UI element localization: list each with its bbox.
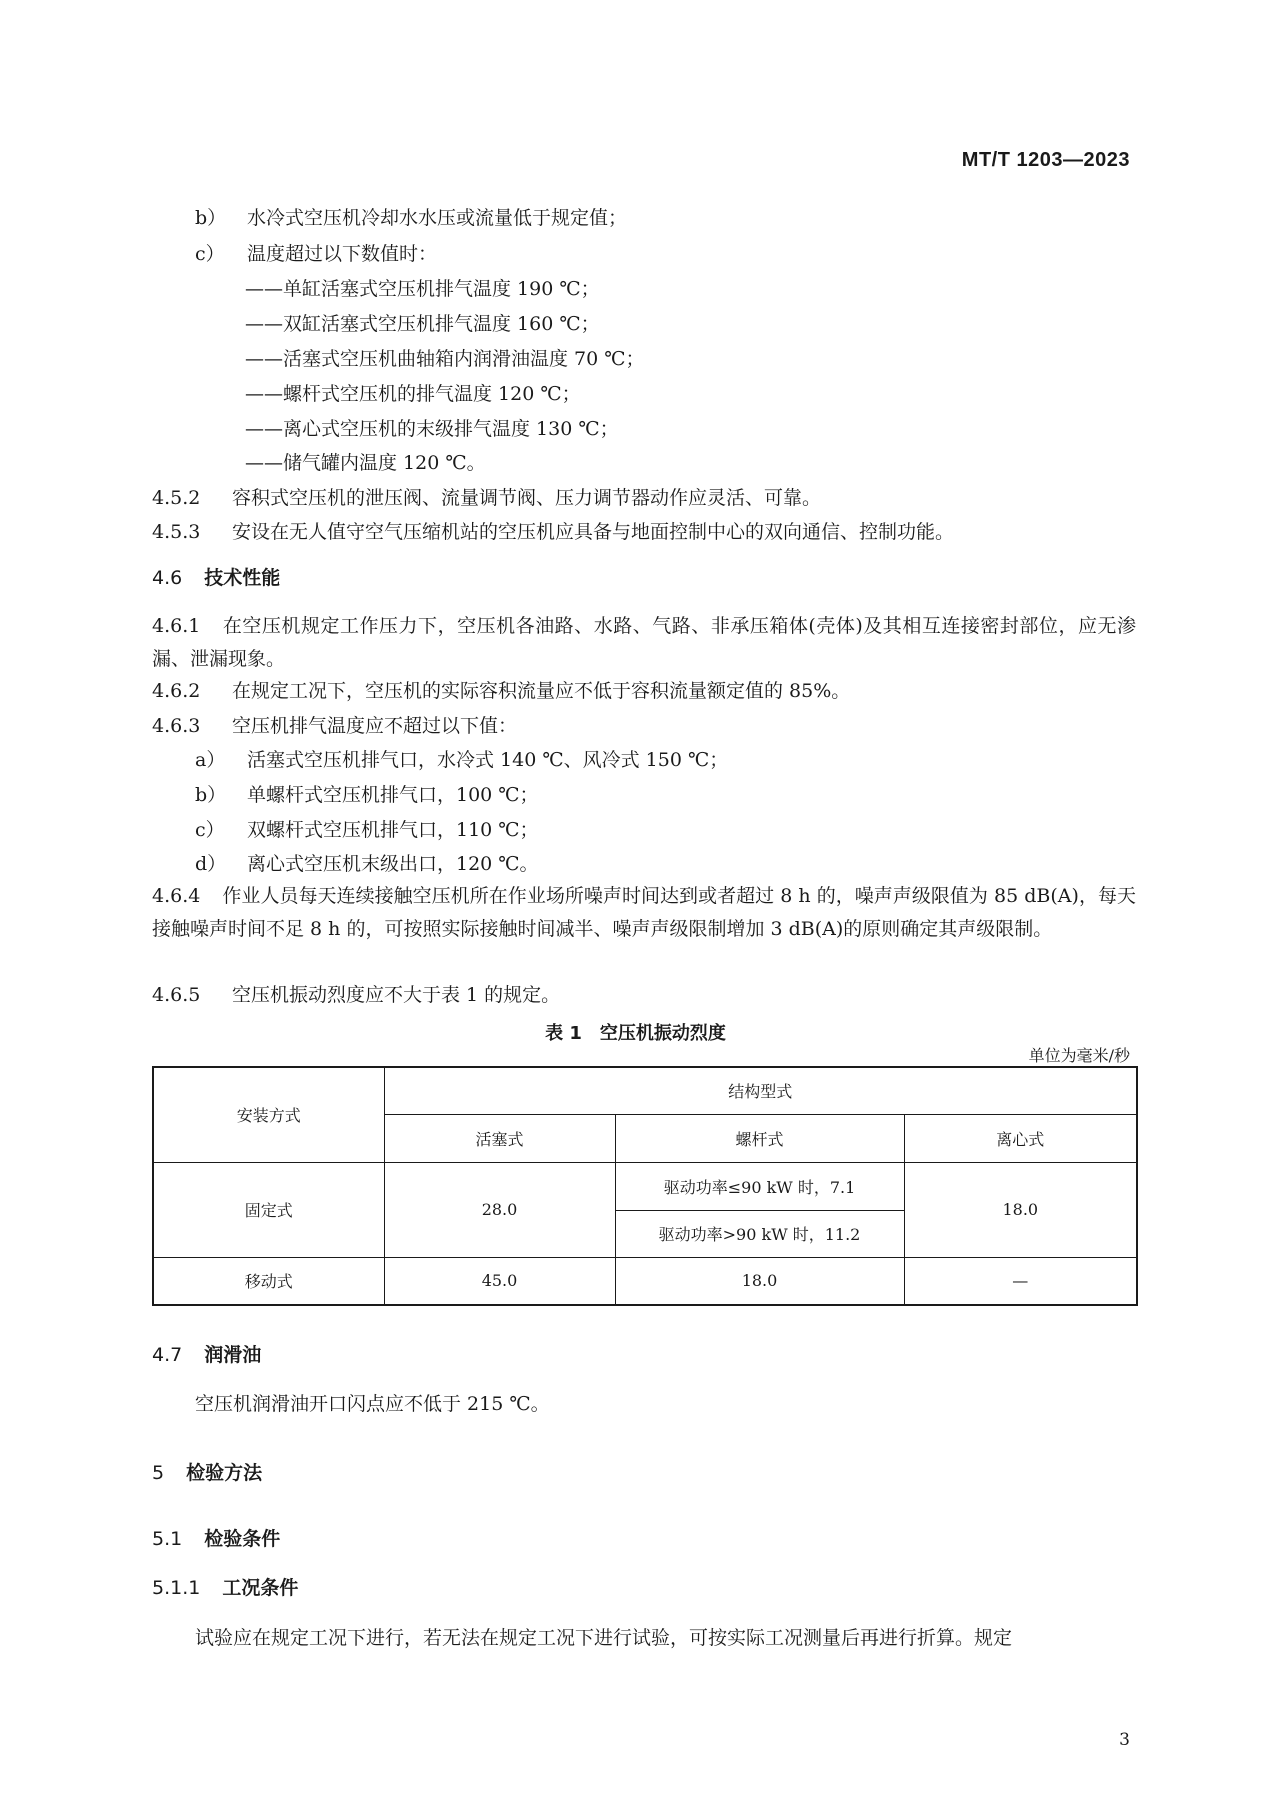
section-title: 润滑油	[204, 1344, 262, 1366]
section-title: 工况条件	[222, 1577, 299, 1599]
list-text: 双螺杆式空压机排气口，110 ℃；	[247, 819, 539, 841]
section-heading-5-1	[152, 1526, 280, 1552]
list-text: 单螺杆式空压机排气口，100 ℃；	[247, 784, 539, 806]
clause-text: 空压机排气温度应不超过以下值：	[232, 715, 518, 737]
header-centrifugal: 离心式	[904, 1114, 1137, 1162]
list-text: 离心式空压机末级出口，120 ℃。	[247, 853, 539, 875]
list-label: b）	[195, 207, 227, 229]
cell-mobile-centrifugal: —	[904, 1257, 1137, 1305]
cell-fixed-screw-high: 驱动功率>90 kW 时，11.2	[615, 1210, 904, 1257]
clause-text: 空压机振动烈度应不大于表 1 的规定。	[232, 984, 561, 1006]
clause-4-6-3	[152, 713, 517, 739]
clause-4-6-1	[152, 610, 1136, 676]
clause-number: 4.6.4	[152, 885, 201, 907]
page-number: 3	[1119, 1730, 1130, 1750]
standard-code: MT/T 1203—2023	[961, 149, 1130, 171]
cell-mobile-label: 移动式	[153, 1257, 384, 1305]
clause-text: 在规定工况下，空压机的实际容积流量应不低于容积流量额定值的 85%。	[232, 680, 851, 702]
header-screw: 螺杆式	[615, 1114, 904, 1162]
clause-text: 作业人员每天连续接触空压机所在作业场所噪声时间达到或者超过 8 h 的，噪声声级限值为 85 dB(A)，每天接触噪声时间不足 8 h 的，可按照实际接触时间减半、噪声声级限制增加 3 dB(A)的原则确定其声级限制。	[152, 885, 1136, 940]
clause-4-6-5	[152, 982, 560, 1008]
clause-text: 安设在无人值守空气压缩机站的空压机应具备与地面控制中心的双向通信、控制功能。	[232, 521, 955, 543]
list-item	[195, 817, 539, 843]
list-label: d）	[195, 853, 227, 875]
clause-number: 4.6.1	[152, 615, 201, 637]
clause-number: 4.6.5	[152, 984, 201, 1006]
clause-4-6-4	[152, 880, 1136, 946]
clause-4-6-2	[152, 678, 850, 704]
cell-fixed-screw-low: 驱动功率≤90 kW 时，7.1	[615, 1162, 904, 1210]
list-label: b）	[195, 784, 227, 806]
clause-5-1-1-text: 试验应在规定工况下进行，若无法在规定工况下进行试验，可按实际工况测量后再进行折算。规定	[195, 1627, 1013, 1649]
dash-item: ——单缸活塞式空压机排气温度 190 ℃；	[245, 278, 600, 300]
section-heading-5-1-1	[152, 1575, 298, 1601]
dash-item: ——螺杆式空压机的排气温度 120 ℃；	[245, 383, 581, 405]
list-label: c）	[195, 243, 225, 265]
clause-number: 4.5.3	[152, 521, 201, 543]
section-number: 5.1.1	[152, 1577, 201, 1599]
clause-4-7-text: 空压机润滑油开口闪点应不低于 215 ℃。	[195, 1393, 550, 1415]
list-item	[195, 747, 728, 773]
list-item	[195, 205, 627, 231]
clause-number: 4.6.3	[152, 715, 201, 737]
table-caption: 表 1 空压机振动烈度	[545, 1023, 726, 1044]
table-row	[153, 1257, 1137, 1305]
section-title: 检验方法	[186, 1462, 263, 1484]
header-mount-type: 安装方式	[153, 1067, 384, 1162]
header-structure-type: 结构型式	[384, 1067, 1137, 1114]
cell-fixed-label: 固定式	[153, 1162, 384, 1257]
section-heading-4-7	[152, 1342, 261, 1368]
cell-mobile-piston: 45.0	[384, 1257, 615, 1305]
cell-fixed-piston: 28.0	[384, 1162, 615, 1257]
vibration-table	[152, 1066, 1138, 1306]
list-item	[195, 241, 437, 267]
section-number: 4.6	[152, 567, 183, 589]
section-title: 技术性能	[204, 567, 281, 589]
dash-item: ——双缸活塞式空压机排气温度 160 ℃；	[245, 313, 600, 335]
dash-item: ——储气罐内温度 120 ℃。	[245, 452, 486, 474]
list-text: 水冷式空压机冷却水水压或流量低于规定值；	[247, 207, 628, 229]
header-piston: 活塞式	[384, 1114, 615, 1162]
clause-4-5-3	[152, 519, 954, 545]
clause-number: 4.5.2	[152, 487, 201, 509]
list-label: a）	[195, 749, 226, 771]
table-row	[153, 1162, 1137, 1210]
cell-fixed-centrifugal: 18.0	[904, 1162, 1137, 1257]
list-text: 温度超过以下数值时：	[247, 243, 438, 265]
section-heading-4-6	[152, 565, 280, 591]
cell-mobile-screw: 18.0	[615, 1257, 904, 1305]
list-label: c）	[195, 819, 225, 841]
section-number: 5.1	[152, 1528, 183, 1550]
section-title: 检验条件	[204, 1528, 281, 1550]
dash-item: ——离心式空压机的末级排气温度 130 ℃；	[245, 418, 619, 440]
clause-4-5-2	[152, 485, 821, 511]
list-text: 活塞式空压机排气口，水冷式 140 ℃、风冷式 150 ℃；	[247, 749, 729, 771]
clause-text: 容积式空压机的泄压阀、流量调节阀、压力调节器动作应灵活、可靠。	[232, 487, 822, 509]
section-number: 5	[152, 1462, 165, 1484]
dash-item: ——活塞式空压机曲轴箱内润滑油温度 70 ℃；	[245, 348, 645, 370]
list-item	[195, 782, 539, 808]
clause-text: 在空压机规定工作压力下，空压机各油路、水路、气路、非承压箱体(壳体)及其相互连接密封部位，应无渗漏、泄漏现象。	[152, 615, 1136, 670]
list-item	[195, 851, 539, 877]
table-unit: 单位为毫米/秒	[1028, 1046, 1130, 1065]
section-number: 4.7	[152, 1344, 183, 1366]
clause-number: 4.6.2	[152, 680, 201, 702]
section-heading-5	[152, 1460, 262, 1486]
